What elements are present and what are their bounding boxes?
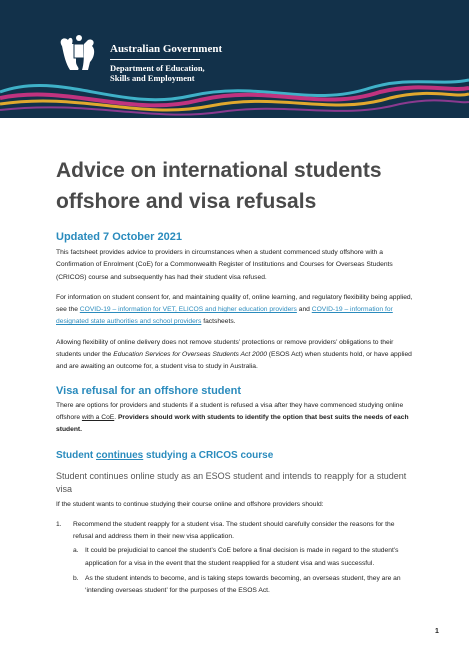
consent-text-c: factsheets.: [201, 318, 236, 326]
flexibility-text-b: (ESOS Act) when students hold, or have applied and are awaiting an outcome for, a student visa to study in Australia.: [56, 351, 412, 371]
online-study-intro: If the student wants to continue studying their course online and offshore providers should:: [56, 500, 324, 508]
document-body: [56, 230, 414, 601]
flexibility-paragraph: [56, 337, 414, 374]
list-item: [56, 519, 414, 598]
title-line-2: offshore and visa refusals: [56, 190, 317, 213]
with-coe-underlined: with a CoE: [81, 413, 115, 421]
coat-of-arms-icon: [54, 32, 102, 72]
department-line-2: Skills and Employment: [110, 73, 195, 83]
consent-text-a: For information on student consent for, and maintaining quality of, online learning, and regulatory flexibility being applied, see the: [56, 293, 413, 314]
sub-list: [73, 545, 414, 597]
esos-act-title: Education Services for Overseas Students Act 2000: [113, 351, 267, 359]
government-wordmark: [110, 43, 222, 83]
link-state-authorities-schools[interactable]: COVID-19 – information for designated state authorities and school providers: [56, 306, 393, 326]
visa-refusal-text-a: There are options for providers and students if a student is refused a visa after they have commenced studying online offshore: [56, 401, 404, 421]
department-line-1: Department of Education,: [110, 63, 205, 73]
numbered-list: [56, 519, 414, 598]
sub-list-text: It could be prejudicial to cancel the student’s CoE before a final decision is made in regard to the student’s application for a visa in the event that the student reapplied for a student visa and was successful.: [85, 547, 399, 567]
section-heading-visa-refusal: Visa refusal for an offshore student: [56, 384, 242, 397]
consent-paragraph: [56, 292, 414, 329]
wordmark-divider: [110, 59, 200, 60]
page-number: 1: [435, 628, 439, 635]
heading-part-b: studying a CRICOS course: [143, 449, 274, 461]
section-heading-continues: [56, 449, 414, 462]
title-line-1: Advice on international students: [56, 159, 382, 182]
link-vet-elicos-higher-ed[interactable]: COVID-19 – information for VET, ELICOS and higher education providers: [79, 306, 297, 314]
heading-underlined: continues: [96, 449, 144, 461]
list-item-number: 1.: [56, 520, 62, 528]
visa-refusal-bold: Providers should work with students to identify the option that best suits the needs of each student.: [56, 413, 409, 434]
updated-date: Updated 7 October 2021: [56, 231, 182, 243]
list-item-text: Recommend the student reapply for a student visa. The student should carefully consider the reasons for the refusal and address them in their new visa application.: [73, 520, 395, 541]
subheading-online-study: Student continues online study as an ESOS student and intends to reapply for a student visa: [56, 470, 407, 495]
header-banner: [0, 0, 469, 118]
sub-list-text: As the student intends to become, and is taking steps towards becoming, an overseas student, they are an ‘intending overseas student’ for the purposes of the ESOS Act.: [85, 575, 401, 595]
sub-list-label: a.: [73, 547, 79, 555]
consent-text-b: and: [296, 306, 312, 314]
page-title: [56, 155, 426, 217]
flexibility-text-a: Allowing flexibility of online delivery does not remove students’ protections or remove providers’ obligations to their students under the: [56, 338, 394, 359]
visa-refusal-paragraph: [56, 400, 414, 437]
visa-refusal-text-b: .: [114, 413, 118, 421]
intro-paragraph: This factsheet provides advice to providers in circumstances when a student commenced study offshore with a Confirmation of Enrolment (CoE) for a Commonwealth Register of Institutions and Courses for Overseas Students (CRICOS) course and subsequently has had their student visa refused.: [56, 249, 393, 281]
sub-list-item: [73, 545, 414, 570]
sub-list-item: [73, 573, 414, 598]
government-title: Australian Government: [110, 43, 223, 55]
sub-list-label: b.: [73, 575, 79, 583]
heading-part-a: Student: [56, 449, 96, 461]
